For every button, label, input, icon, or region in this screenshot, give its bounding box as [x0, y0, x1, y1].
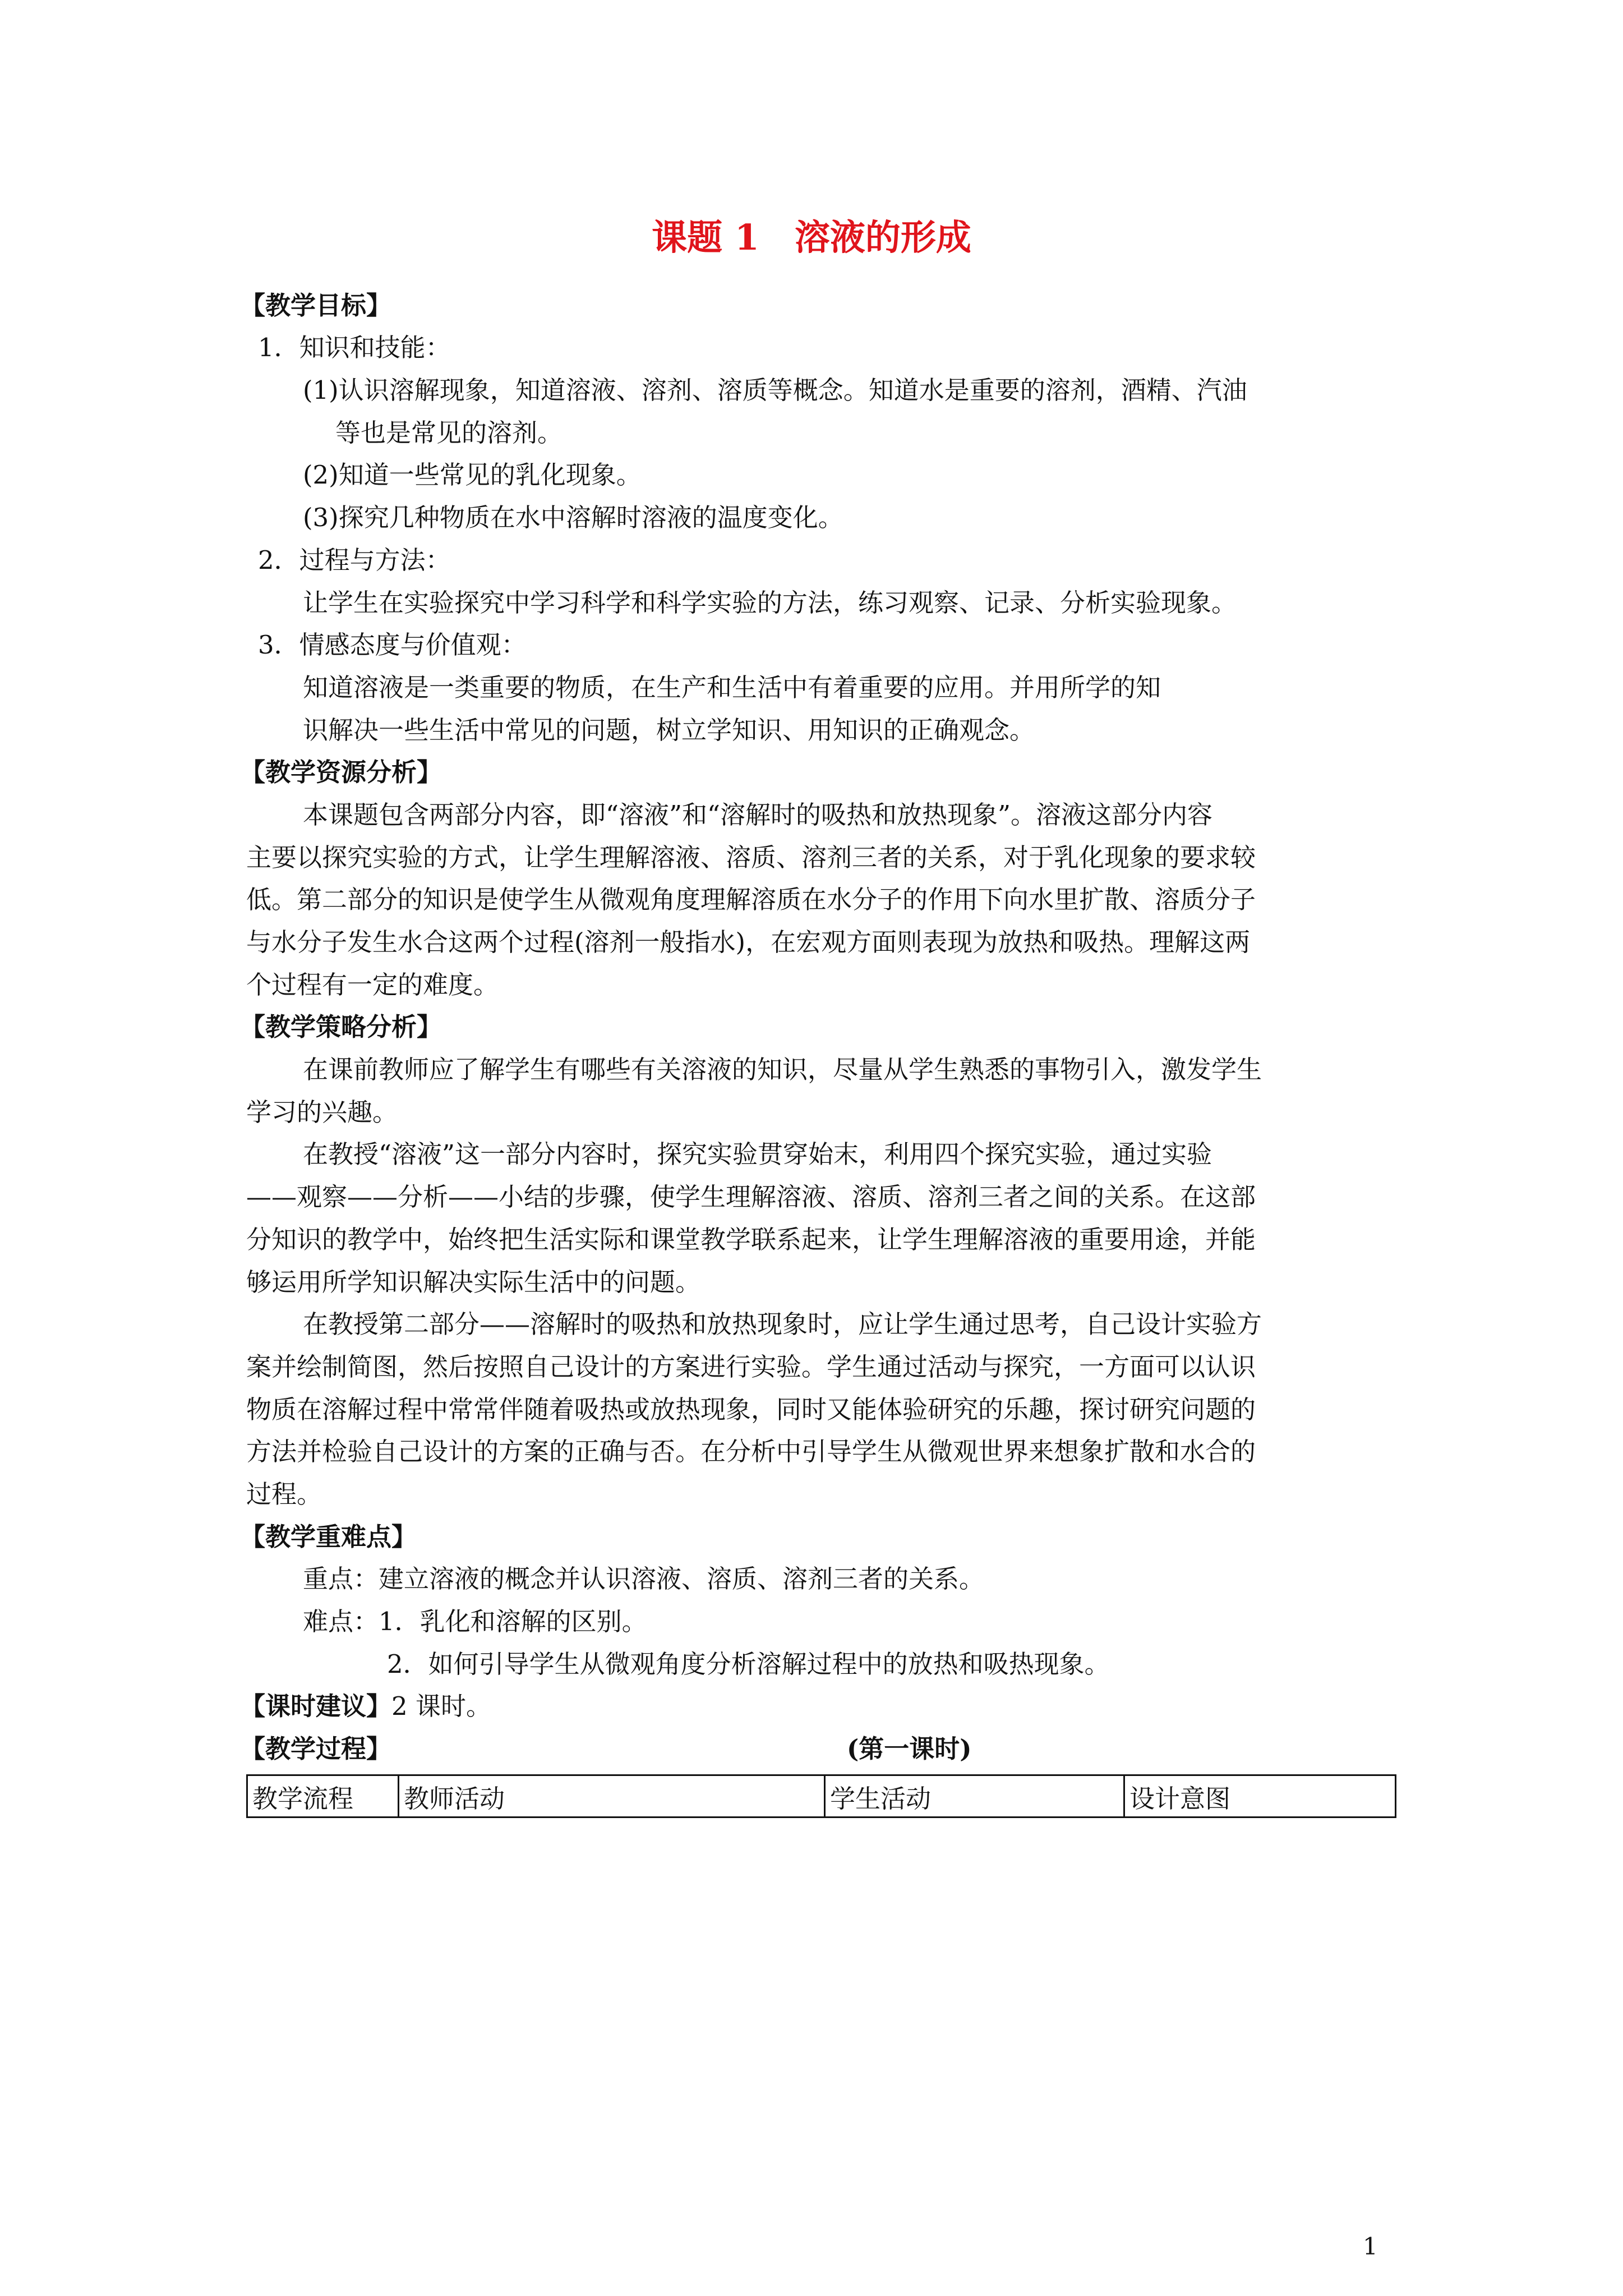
strategy-line: 够运用所学知识解决实际生活中的问题。 [246, 1267, 701, 1297]
key-point-difficulty-1: 难点：1．乳化和溶解的区别。 [303, 1607, 647, 1636]
goals-emotion-text-b: 识解决一些生活中常见的问题，树立学知识、用知识的正确观念。 [303, 715, 1035, 745]
resource-line: 本课题包含两部分内容，即“溶液”和“溶解时的吸热和放热现象”。溶液这部分内容 [303, 800, 1213, 830]
strategy-heading: 【教学策略分析】 [240, 1012, 442, 1042]
strategy-line: 在教授“溶液”这一部分内容时，探究实验贯穿始末，利用四个探究实验，通过实验 [303, 1139, 1212, 1169]
page-number: 1 [1363, 2233, 1378, 2260]
strategy-line: 在课前教师应了解学生有哪些有关溶液的知识，尽量从学生熟悉的事物引入，激发学生 [303, 1055, 1262, 1084]
resource-line: 与水分子发生水合这两个过程(溶剂一般指水)，在宏观方面则表现为放热和吸热。理解这两 [246, 927, 1251, 957]
lesson-title: 课题 1 溶液的形成 [652, 217, 971, 258]
goals-knowledge-heading: 1．知识和技能： [258, 333, 451, 362]
hours-value: 2 课时。 [391, 1691, 491, 1721]
goals-process-text: 让学生在实验探究中学习科学和科学实验的方法，练习观察、记录、分析实验现象。 [303, 588, 1237, 618]
key-point-difficulty-2: 2．如何引导学生从微观角度分析溶解过程中的放热和吸热现象。 [387, 1649, 1110, 1679]
hours-heading: 【课时建议】 [240, 1691, 392, 1721]
resource-line: 个过程有一定的难度。 [246, 970, 499, 1000]
strategy-line: 方法并检验自己设计的方案的正确与否。在分析中引导学生从微观世界来想象扩散和水合的 [246, 1437, 1256, 1466]
strategy-line: 学习的兴趣。 [246, 1097, 398, 1127]
resource-heading: 【教学资源分析】 [240, 757, 442, 787]
strategy-line: ——观察——分析——小结的步骤，使学生理解溶液、溶质、溶剂三者之间的关系。在这部 [246, 1182, 1256, 1212]
strategy-line: 在教授第二部分——溶解时的吸热和放热现象时，应让学生通过思考，自己设计实验方 [303, 1309, 1262, 1339]
column-header-teacher: 教师活动 [399, 1775, 825, 1818]
goals-knowledge-item-1a: (1)认识溶解现象，知道溶液、溶剂、溶质等概念。知道水是重要的溶剂，酒精、汽油 [303, 375, 1247, 405]
column-header-student: 学生活动 [825, 1775, 1124, 1818]
goals-emotion-text-a: 知道溶液是一类重要的物质，在生产和生活中有着重要的应用。并用所学的知 [303, 673, 1161, 702]
strategy-line: 分知识的教学中，始终把生活实际和课堂教学联系起来，让学生理解溶液的重要用途，并能 [246, 1225, 1256, 1254]
key-point-focus: 重点：建立溶液的概念并认识溶液、溶质、溶剂三者的关系。 [303, 1564, 985, 1594]
goals-emotion-heading: 3．情感态度与价值观： [258, 630, 527, 660]
goals-knowledge-item-1b: 等也是常见的溶剂。 [335, 418, 563, 448]
process-table [246, 1774, 1396, 1818]
resource-line: 低。第二部分的知识是使学生从微观角度理解溶质在水分子的作用下向水里扩散、溶质分子 [246, 885, 1256, 914]
process-heading: 【教学过程】 [240, 1734, 392, 1764]
hours-line [240, 1690, 491, 1723]
resource-line: 主要以探究实验的方式，让学生理解溶液、溶质、溶剂三者的关系，对于乳化现象的要求较 [246, 843, 1256, 872]
column-header-intent: 设计意图 [1124, 1775, 1396, 1818]
strategy-line: 物质在溶解过程中常常伴随着吸热或放热现象，同时又能体验研究的乐趣，探讨研究问题的 [246, 1395, 1256, 1424]
strategy-line: 过程。 [246, 1479, 322, 1509]
goals-knowledge-item-3: (3)探究几种物质在水中溶解时溶液的温度变化。 [303, 503, 843, 532]
process-lesson-label: (第一课时) [847, 1734, 972, 1764]
goals-heading: 【教学目标】 [240, 291, 392, 320]
key-points-heading: 【教学重难点】 [240, 1522, 417, 1552]
process-table-header-row [247, 1775, 1396, 1818]
goals-process-heading: 2．过程与方法： [258, 545, 451, 575]
column-header-flow: 教学流程 [247, 1775, 399, 1818]
goals-knowledge-item-2: (2)知道一些常见的乳化现象。 [303, 460, 642, 490]
strategy-line: 案并绘制简图，然后按照自己设计的方案进行实验。学生通过活动与探究，一方面可以认识 [246, 1352, 1256, 1382]
